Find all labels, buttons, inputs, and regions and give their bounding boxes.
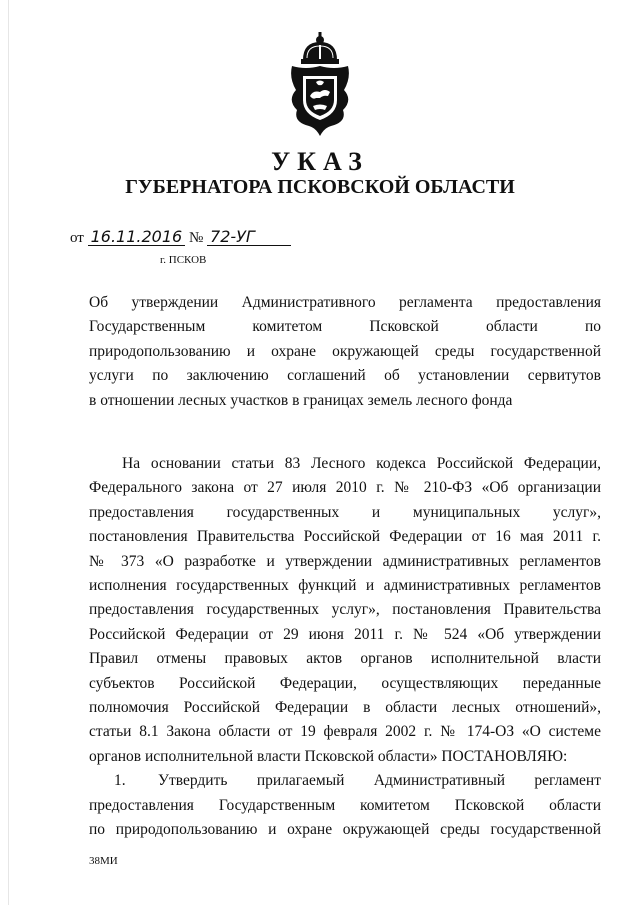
pskov-coat-of-arms-emblem (283, 30, 357, 142)
item-1-line: по природопользованию и охране окружающей среды государственной (89, 821, 601, 839)
body-line: Правил отмены правовых актов органов исполнительной власти (89, 650, 601, 668)
item-1-line (89, 769, 601, 793)
body-line: постановления Правительства Российской Федерации от 16 мая 2011 г. (89, 528, 601, 546)
item-1-line: предоставления Государственным комитетом Псковской области (89, 796, 601, 814)
body-line: № 373 «О разработке и утверждении административных регламентов (89, 552, 601, 570)
body-line: На основании статьи 83 Лесного кодекса Российской Федерации, (122, 455, 601, 472)
document-title: УКАЗ (271, 147, 369, 176)
decree-number: 72-УГ (207, 228, 291, 246)
body-line: органов исполнительной власти Псковской области» ПОСТАНОВЛЯЮ: (89, 747, 568, 765)
purpose-line: природопользованию и охране окружающей среды государственной (89, 342, 601, 360)
decree-body (89, 452, 601, 843)
decree-meta (70, 228, 291, 247)
body-line: Федерального закона от 27 июля 2010 г. № 210-ФЗ «Об организации (89, 479, 601, 497)
shield-icon (291, 66, 349, 136)
date-prefix: от (70, 230, 84, 246)
body-line: субъектов Российской Федерации, осуществляющих переданные (89, 674, 601, 692)
body-line: Российской Федерации от 29 июня 2011 г. № 524 «Об утверждении (89, 625, 601, 643)
purpose-line: Об утверждении Административного регламента предоставления (89, 294, 601, 311)
item-1-number: 1. (114, 772, 126, 790)
decree-date: 16.11.2016 (88, 228, 186, 246)
body-line: предоставления государственных услуг», постановления Правительства (89, 601, 601, 619)
footer-code: 38МИ (89, 855, 118, 867)
crown-icon (301, 32, 339, 64)
document-subtitle: ГУБЕРНАТОРА ПСКОВСКОЙ ОБЛАСТИ (125, 176, 515, 198)
purpose-line: Государственным комитетом Псковской области по (89, 318, 601, 336)
decree-purpose (89, 291, 601, 413)
item-1-text: Утвердить прилагаемый Административный регламент (158, 772, 601, 790)
decree-city: г. ПСКОВ (160, 254, 207, 266)
body-line: статьи 8.1 Закона области от 19 февраля 2002 г. № 174-ОЗ «О системе (89, 723, 601, 741)
scan-edge-line (8, 0, 9, 905)
purpose-line: услуги по заключению соглашений об установлении сервитутов (89, 367, 601, 385)
number-prefix: № (188, 230, 204, 246)
body-line: предоставления государственных и муниципальных услуг», (89, 503, 601, 521)
body-line: полномочия Российской Федерации в области лесных отношений», (89, 699, 601, 717)
purpose-line: в отношении лесных участков в границах земель лесного фонда (89, 391, 513, 409)
body-line: исполнения государственных функций и административных регламентов (89, 577, 601, 595)
